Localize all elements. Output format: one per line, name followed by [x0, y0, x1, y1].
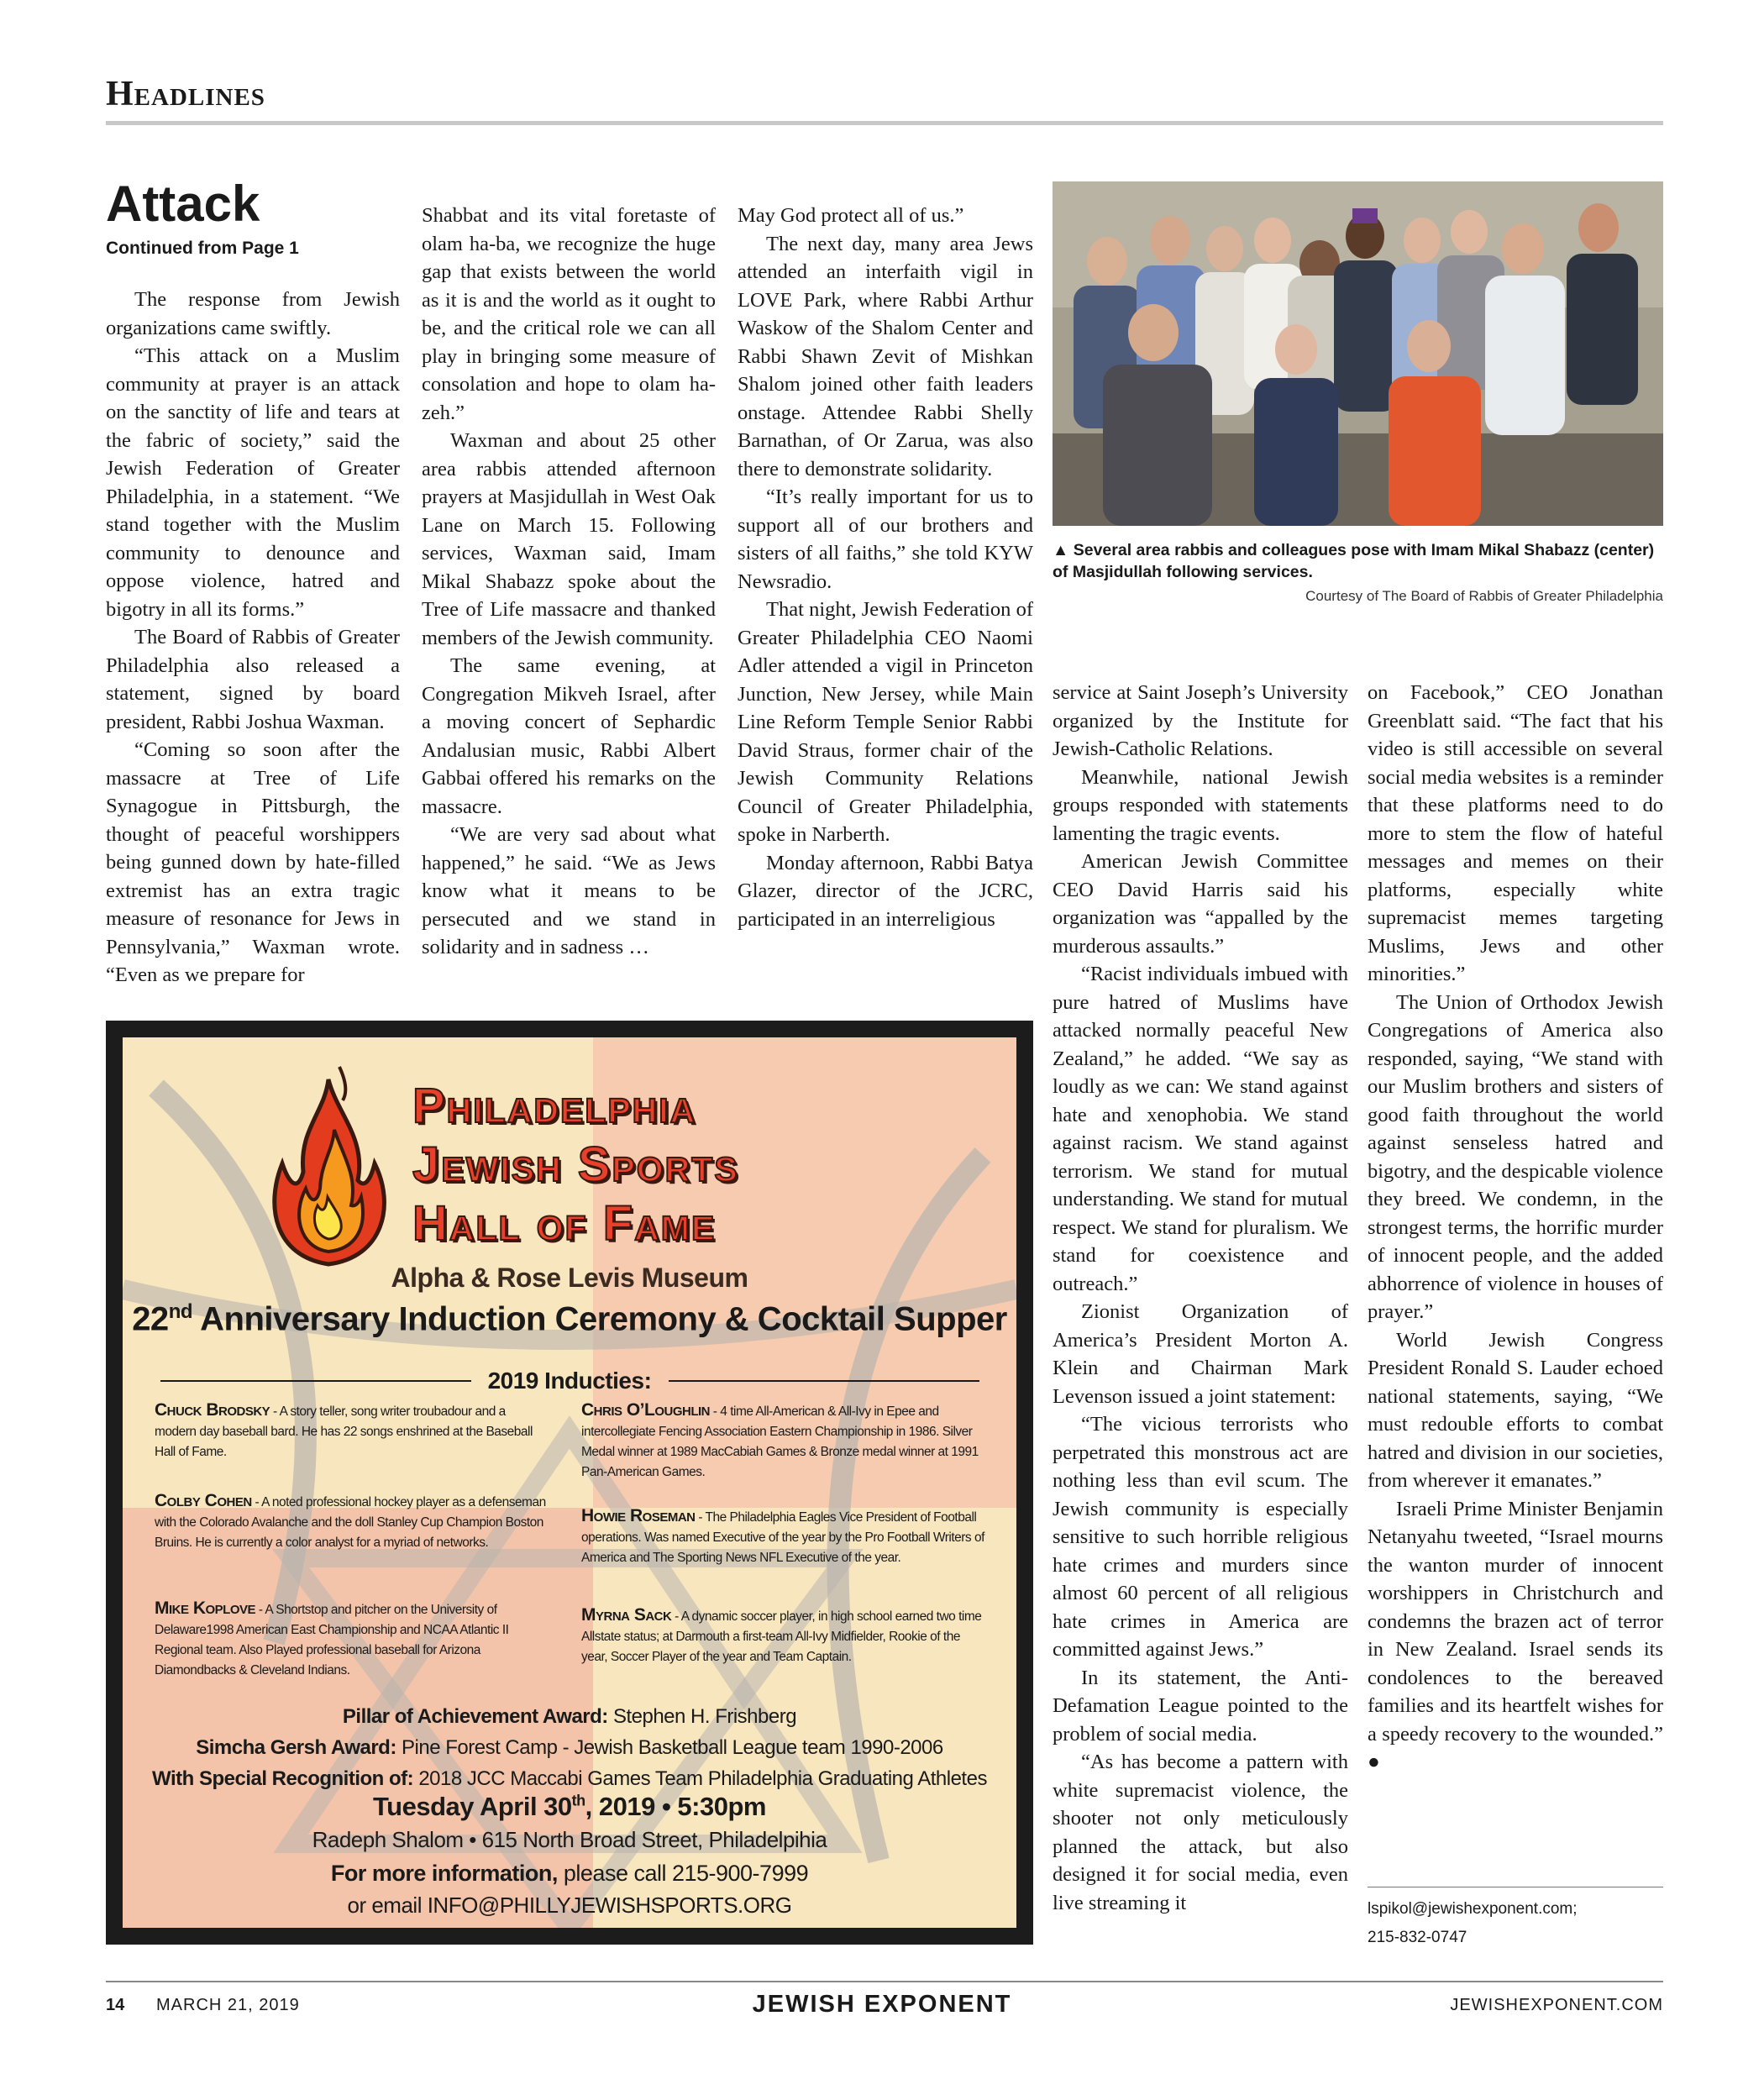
inductee-description: - A dynamic soccer player, in high school earned two time Allstate status; at Darmouth a first-team All-Ivy Midfielder, Rookie of the year, Soccer Player of the year and Team Captain. [581, 1609, 982, 1664]
paragraph: Israeli Prime Minister Benjamin Netanyahu tweeted, “Israel mourns the wanton murder of innocent worshippers in Christchurch and condemns the brazen act of terror in New Zealand. Israel sends its condolences to the bereaved families and its heartfelt wishes for a speedy recovery to the wounded.” ● [1368, 1497, 1663, 1773]
ad-title-line-1: Philadelphia [412, 1079, 697, 1133]
ad-info-label: For more information, [330, 1861, 558, 1886]
award-line [123, 1763, 1016, 1794]
ad-panel [123, 1037, 1016, 1928]
inductee-entry [581, 1605, 984, 1667]
ad-anniversary-line [123, 1300, 1016, 1338]
paragraph: The next day, many area Jews attended an interfaith vigil in LOVE Park, where Rabbi Arthur Waskow of the Shalom Center and Rabbi Shawn Zevit of Mishkan Shalom joined other faith leaders onstage. Attendee Rabbi Shelly Barnathan, of Or Zarua, was also there to demonstrate solidarity. [738, 232, 1033, 480]
inductee-name: Mike Koplove [155, 1599, 256, 1618]
paragraph: The same evening, at Congregation Mikveh Israel, after a moving concert of Sephardic Andalusian music, Rabbi Albert Gabbai offered his remarks on the massacre. [422, 654, 716, 818]
ad-info-phone: please call 215-900-7999 [557, 1861, 809, 1886]
paragraph: The response from Jewish organizations came swiftly. [106, 288, 400, 339]
paragraph: “This attack on a Muslim community at prayer is an attack on the sanctity of life and tears at the fabric of society,” said the Jewish Federation of Greater Philadelphia, in a statement. “We stand together with the Muslim community to denounce and oppose violence, hatred and bigotry in all its forms.” [106, 344, 400, 621]
inductee-entry [581, 1506, 984, 1568]
page-number: 14 [106, 1996, 125, 2014]
inductee-entry [155, 1400, 549, 1462]
paragraph: American Jewish Committee CEO David Harris said his organization was “appalled by the murderous assaults.” [1053, 850, 1348, 958]
award-label: Pillar of Achievement Award: [342, 1705, 608, 1728]
award-line [123, 1732, 1016, 1763]
inductee-name: Chris O’Loughlin [581, 1400, 710, 1420]
group-photo-illustration [1053, 181, 1663, 526]
article-column-4 [1053, 679, 1348, 1917]
photo-caption: ▲ Several area rabbis and colleagues pose with Imam Mikal Shabazz (center) of Masjidullah following services. [1053, 541, 1655, 581]
contact-info [1368, 1895, 1578, 1952]
inductee-entry [155, 1599, 549, 1681]
award-value: Pine Forest Camp - Jewish Basketball League team 1990-2006 [396, 1736, 943, 1759]
flame-logo-icon [265, 1063, 391, 1273]
inductee-description: - 4 time All-American & All-Ivy in Epee and intercollegiate Fencing Association Eastern Championship in 1986. Silver Medal winner at 1989 MacCabiah Games & Bronze medal winner at 1991 Pan-American Games. [581, 1404, 979, 1479]
paragraph: The Board of Rabbis of Greater Philadelphia also released a statement, signed by board president, Rabbi Joshua Waxman. [106, 626, 400, 733]
issue-date: MARCH 21, 2019 [156, 1996, 300, 2014]
paragraph: In its statement, the Anti-Defamation League pointed to the problem of social media. [1053, 1666, 1348, 1746]
ad-title-line-2: Jewish Sports [412, 1137, 739, 1192]
ad-info-line [123, 1861, 1016, 1887]
paragraph: “The vicious terrorists who perpetrated this monstrous act are nothing less than evil scum. The Jewish community is especially sensitive to such horrible religious hate crimes and murders since almost 60 percent of all religious hate crimes in America are committed against Jews.” [1053, 1413, 1348, 1661]
paragraph: World Jewish Congress President Ronald S. Lauder echoed national statements, saying, “We must redouble efforts to combat hatred and division in our societies, from wherever it emanates.” [1368, 1328, 1663, 1492]
contact-email[interactable]: lspikol@jewishexponent.com; [1368, 1900, 1578, 1918]
award-line [123, 1701, 1016, 1732]
paragraph: “As has become a pattern with white supremacist violence, the shooter not only meticulously planned the attack, but also designed it for social media, even live streaming it [1053, 1751, 1348, 1914]
paragraph: “It’s really important for us to support all of our brothers and sisters of all faiths,” she told KYW Newsradio. [738, 486, 1033, 593]
paragraph: service at Saint Joseph’s University organized by the Institute for Jewish-Catholic Relations. [1053, 681, 1348, 760]
ad-email-line[interactable]: or email INFO@PHILLYJEWISHSPORTS.ORG [347, 1893, 792, 1918]
paragraph: Zionist Organization of America’s President Morton A. Klein and Chairman Mark Levenson issued a joint statement: [1053, 1300, 1348, 1408]
inductee-name: Myrna Sack [581, 1605, 672, 1625]
inductee-entry [581, 1400, 984, 1483]
paragraph: on Facebook,” CEO Jonathan Greenblatt said. “The fact that his video is still accessible on several social media websites is a reminder that these platforms need to do more to stem the flow of hateful messages and memes on their platforms, especially white supremacist memes targeting Muslims, Jews and other minorities.” [1368, 681, 1663, 985]
footer-rule [106, 1981, 1663, 1982]
paragraph: “Coming so soon after the massacre at Tree of Life Synagogue in Pittsburgh, the thought of peaceful worshippers being gunned down by hate-filled extremist has an extra tragic measure of resonance for Jews in Pennsylvania,” Waxman wrote. “Even as we prepare for [106, 738, 400, 986]
ad-venue: Radeph Shalom • 615 North Broad Street, Philadelpihia [312, 1827, 827, 1852]
ad-date-text: Tuesday April 30 [373, 1792, 572, 1821]
header-rule [106, 121, 1663, 125]
continued-line: Continued from Page 1 [106, 239, 299, 258]
inductee-description: - The Philadelphia Eagles Vice President of Football operations. Was named Executive of the year by the Pro Football Writers of America and The Sporting News NFL Executive of the year. [581, 1510, 984, 1565]
contact-phone: 215-832-0747 [1368, 1929, 1467, 1946]
award-value: Stephen H. Frishberg [607, 1705, 797, 1728]
article-column-2 [422, 202, 716, 962]
inductee-description: - A story teller, song writer troubadour and a modern day baseball bard. He has 22 songs enshrined at the Baseball Hall of Fame. [155, 1404, 533, 1459]
section-label: Headlines [106, 75, 265, 113]
paragraph: Monday afternoon, Rabbi Batya Glazer, director of the JCRC, participated in an interreligious [738, 851, 1033, 931]
inductee-name: Howie Roseman [581, 1506, 696, 1525]
website-link[interactable]: JEWISHEXPONENT.COM [1450, 1996, 1663, 2014]
ad-date-time: , 2019 • 5:30pm [585, 1792, 766, 1821]
article-column-5 [1368, 679, 1663, 1777]
publication-name: JEWISH EXPONENT [752, 1991, 1012, 2018]
inductee-description: - A noted professional hockey player as a defenseman with the Colorado Avalanche and the doll Stanley Cup Champion Boston Bruins. He is currently a color analyst for a myriad of networks. [155, 1495, 546, 1550]
ad-museum: Alpha & Rose Levis Museum [391, 1263, 748, 1293]
ad-anniversary-text: Anniversary Induction Ceremony & Cocktail Supper [192, 1300, 1007, 1338]
ad-date-suffix: th [571, 1792, 585, 1809]
paragraph: May God protect all of us.” [738, 204, 964, 227]
ad-event-date [123, 1792, 1016, 1822]
inductee-name: Colby Cohen [155, 1491, 252, 1510]
paragraph: Waxman and about 25 other area rabbis attended afternoon prayers at Masjidullah in West Oak Lane on March 15. Following services, Waxman said, Imam Mikal Shabazz spoke about the Tree of Life massacre and thanked members of the Jewish community. [422, 429, 716, 649]
ad-awards [123, 1701, 1016, 1794]
paragraph: The Union of Orthodox Jewish Congregations of America also responded, saying, “We stand with our Muslim brothers and sisters of good faith throughout the world against senseless hatred and bigotry, and the despicable violence they breed. We condemn, in the strongest terms, the horrific murder of innocent people, and the added abhorrence of violence in houses of prayer.” [1368, 990, 1663, 1323]
article-column-3 [738, 202, 1033, 933]
ad-anniversary-suffix: nd [168, 1300, 193, 1323]
paragraph: Meanwhile, national Jewish groups responded with statements lamenting the tragic events. [1053, 765, 1348, 845]
award-value: 2018 JCC Maccabi Games Team Philadelphia Graduating Athletes [413, 1767, 987, 1790]
paragraph: That night, Jewish Federation of Greater Philadelphia CEO Naomi Adler attended a vigil in Princeton Junction, New Jersey, while Main Line Reform Temple Senior Rabbi David Straus, former chair of the Jewish Community Relations Council of Greater Philadelphia, spoke in Narberth. [738, 598, 1033, 846]
inductee-description: - A Shortstop and pitcher on the University of Delaware1998 American East Championship and NCAA Atlantic II Regional team. Also Played professional baseball for Arizona Diamondbacks & Cleveland Indians. [155, 1603, 509, 1677]
group-photo [1053, 181, 1663, 526]
hall-of-fame-advertisement [106, 1021, 1033, 1945]
inductee-name: Chuck Brodsky [155, 1400, 270, 1420]
paragraph: Shabbat and its vital foretaste of olam ha-ba, we recognize the huge gap that exists between the world as it is and the world as it ought to be, and the critical role we can all play in bringing some measure of consolation and hope to olam ha-zeh.” [422, 204, 716, 424]
inductee-entry [155, 1491, 549, 1553]
ad-inductees-heading: 2019 Inducties: [487, 1368, 652, 1394]
article-headline: Attack [106, 176, 260, 232]
paragraph: “Racist individuals imbued with pure hatred of Muslims have attacked normally peaceful New Zealand,” he added. “We say as loudly as we can: We stand against hate and xenophobia. We stand against racism. We stand against terrorism. We stand for mutual understanding. We stand for mutual respect. We stand for pluralism. We stand for coexistence and outreach.” [1053, 963, 1348, 1295]
award-label: Simcha Gersh Award: [196, 1736, 396, 1759]
award-label: With Special Recognition of: [152, 1767, 414, 1790]
article-column-1 [106, 286, 400, 990]
ad-anniversary-number: 22 [132, 1300, 169, 1338]
paragraph: “We are very sad about what happened,” he said. “We as Jews know what it means to be persecuted and we stand in solidarity and in sadness … [422, 823, 716, 958]
photo-credit: Courtesy of The Board of Rabbis of Greater Philadelphia [1305, 588, 1663, 604]
ad-title-line-3: Hall of Fame [412, 1196, 717, 1251]
